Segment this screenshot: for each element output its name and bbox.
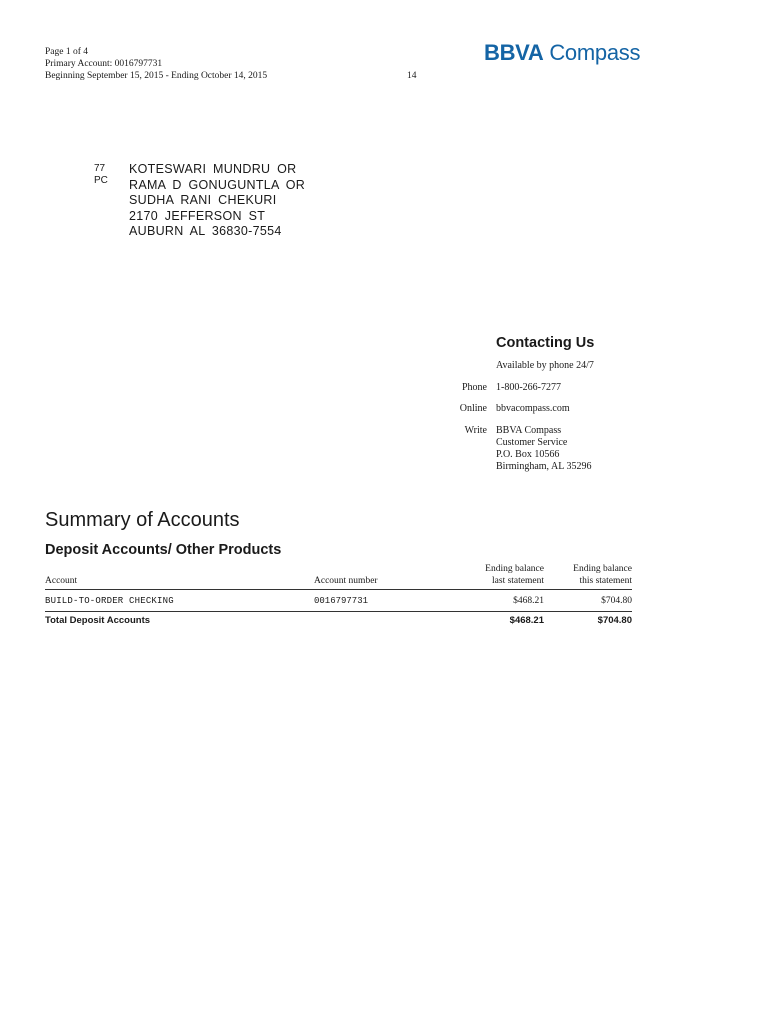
total-row bbox=[45, 612, 632, 632]
address-line: AUBURN AL 36830-7554 bbox=[129, 224, 282, 238]
accounts-table bbox=[45, 564, 632, 632]
account-number: 0016797731 bbox=[314, 596, 369, 606]
deposit-section-title: Deposit Accounts/ Other Products bbox=[45, 542, 282, 558]
contact-write-row bbox=[420, 425, 650, 475]
address-line: KOTESWARI MUNDRU OR bbox=[129, 162, 297, 176]
write-line: P.O. Box 10566 bbox=[496, 449, 560, 460]
col-header-account-number: Account number bbox=[314, 576, 378, 586]
statement-code: 14 bbox=[407, 71, 417, 81]
write-line: BBVA Compass bbox=[496, 425, 562, 436]
logo-bbva: BBVA bbox=[484, 40, 544, 65]
col-header-this-balance bbox=[573, 563, 632, 587]
col-header-last-balance bbox=[485, 563, 544, 587]
mail-code-2: PC bbox=[94, 175, 108, 186]
online-link[interactable]: bbvacompass.com bbox=[496, 403, 570, 414]
mailing-info bbox=[496, 425, 591, 473]
write-label: Write bbox=[464, 425, 487, 436]
mail-codes bbox=[94, 163, 108, 187]
account-name: BUILD-TO-ORDER CHECKING bbox=[45, 596, 174, 606]
table-row bbox=[45, 590, 632, 612]
address-line: RAMA D GONUGUNTLA OR bbox=[129, 177, 306, 192]
address-line: 2170 JEFFERSON ST bbox=[129, 208, 266, 223]
col-header-last-line2: last statement bbox=[492, 576, 544, 586]
online-label: Online bbox=[459, 403, 487, 414]
mail-code-1: 77 bbox=[94, 163, 106, 174]
col-header-account: Account bbox=[45, 576, 78, 586]
bbva-compass-logo bbox=[484, 40, 640, 66]
col-header-this-line2: this statement bbox=[579, 576, 632, 586]
col-header-this-line1: Ending balance bbox=[573, 564, 632, 574]
phone-number[interactable]: 1-800-266-7277 bbox=[496, 382, 561, 393]
mailing-address bbox=[129, 162, 305, 240]
write-line: Customer Service bbox=[496, 437, 568, 448]
table-header bbox=[45, 564, 632, 590]
logo-compass: Compass bbox=[543, 40, 641, 65]
address-line: SUDHA RANI CHEKURI bbox=[129, 193, 277, 207]
statement-period: Beginning September 15, 2015 - Ending October 14, 2015 bbox=[45, 71, 268, 81]
col-header-last-line1: Ending balance bbox=[485, 564, 544, 574]
last-balance: $468.21 bbox=[513, 596, 544, 606]
primary-account: Primary Account: 0016797731 bbox=[45, 59, 163, 69]
total-label: Total Deposit Accounts bbox=[45, 615, 151, 626]
this-balance: $704.80 bbox=[601, 596, 632, 606]
write-line: Birmingham, AL 35296 bbox=[496, 461, 592, 472]
contact-title: Contacting Us bbox=[496, 335, 595, 351]
phone-label: Phone bbox=[462, 382, 487, 393]
summary-title: Summary of Accounts bbox=[45, 509, 240, 531]
contact-availability: Available by phone 24/7 bbox=[496, 360, 594, 371]
page-number: Page 1 of 4 bbox=[45, 47, 89, 57]
total-last-balance: $468.21 bbox=[509, 615, 544, 626]
total-this-balance: $704.80 bbox=[597, 615, 632, 626]
